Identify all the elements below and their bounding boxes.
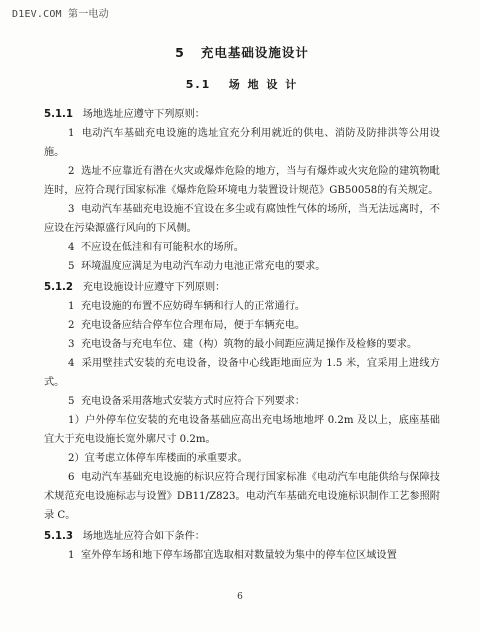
clause-heading-text: 场地选址应符合如下条件： [82, 531, 205, 542]
clause-heading [44, 527, 440, 546]
watermark [12, 5, 109, 20]
list-item [44, 238, 440, 257]
item-number: 2 [68, 320, 75, 331]
subitem-text: 户外停车位安装的充电设备基础应高出充电场地地坪 0.2m 及以上，底座基础宜大于充电设施长宽外廓尺寸 0.2m。 [44, 415, 440, 445]
item-number: 6 [68, 472, 75, 483]
item-text: 采用壁挂式安装的充电设备，设备中心线距地面应为 1.5 米，宜采用上进线方式。 [44, 358, 440, 388]
item-number: 4 [68, 358, 75, 369]
clause-heading-text: 充电设施设计应遵守下列原则： [82, 282, 226, 293]
chapter-title-text: 充电基础设施设计 [200, 45, 309, 60]
clause-number: 5.1.1 [44, 109, 74, 120]
list-item [44, 200, 440, 238]
sub-list-item [44, 449, 440, 468]
page-number: 6 [237, 592, 243, 602]
clause-heading [44, 278, 440, 297]
clause-heading [44, 105, 440, 124]
watermark-name: 第一电动 [68, 9, 109, 20]
item-text: 室外停车场和地下停车场都宜选取相对数量较为集中的停车位区域设置 [80, 550, 397, 561]
list-item [44, 335, 440, 354]
item-text: 环境温度应满足为电动汽车动力电池正常充电的要求。 [80, 261, 326, 272]
list-item [44, 468, 440, 525]
section-number: 5.1 [185, 78, 212, 91]
clause-number: 5.1.3 [44, 531, 74, 542]
item-number: 4 [68, 242, 75, 253]
item-text: 不应设在低洼和有可能积水的场所。 [80, 242, 244, 253]
watermark-site: D1EV.COM [12, 9, 62, 20]
section-title-text: 场 地 设 计 [228, 78, 299, 91]
list-item [44, 354, 440, 392]
list-item [44, 392, 440, 411]
item-number: 5 [68, 261, 75, 272]
item-text: 选址不应靠近有潜在火灾或爆炸危险的地方，当与有爆炸或火灾危险的建筑物毗连时，应符合现行国家标准《爆炸危险环境电力装置设计规范》GB50058的有关规定。 [44, 166, 440, 196]
list-item [44, 257, 440, 276]
item-number: 3 [68, 339, 75, 350]
list-item [44, 316, 440, 335]
document-body [44, 44, 440, 565]
item-number: 5 [68, 396, 75, 407]
item-number: 1 [68, 550, 75, 561]
item-number: 1 [68, 301, 75, 312]
clause-heading-text: 场地选址应遵守下列原则： [82, 109, 205, 120]
item-text: 充电设备采用落地式安装方式时应符合下列要求： [80, 396, 306, 407]
subitem-number: 1） [68, 415, 86, 426]
item-number: 2 [68, 166, 75, 177]
sub-list-item [44, 411, 440, 449]
item-text: 充电设备与充电车位、建（构）筑物的最小间距应满足操作及检修的要求。 [80, 339, 418, 350]
list-item [44, 124, 440, 162]
section-title [44, 77, 440, 93]
clause-number: 5.1.2 [44, 282, 74, 293]
item-text: 充电设备应结合停车位合理布局，便于车辆充电。 [80, 320, 306, 331]
item-text: 充电设施的布置不应妨碍车辆和行人的正常通行。 [80, 301, 306, 312]
item-text: 电动汽车基础充电设施的标识应符合现行国家标准《电动汽车电能供给与保障技术规范充电设施标志与设置》DB11/Z823。电动汽车基础充电设施标识制作工艺参照附录 C。 [44, 472, 440, 521]
list-item [44, 297, 440, 316]
subitem-number: 2） [68, 453, 85, 464]
subitem-text: 宜考虑立体停车库楼面的承重要求。 [84, 453, 248, 464]
chapter-number: 5 [175, 45, 185, 60]
item-number: 1 [68, 128, 75, 139]
list-item [44, 162, 440, 200]
chapter-title [44, 44, 440, 62]
item-text: 电动汽车基础充电设施不宜设在多尘或有腐蚀性气体的场所，当无法远离时，不应设在污染源盛行风向的下风侧。 [44, 204, 440, 234]
item-text: 电动汽车基础充电设施的选址宜充分利用就近的供电、消防及防排洪等公用设施。 [44, 128, 440, 158]
list-item [44, 546, 440, 565]
item-number: 3 [68, 204, 75, 215]
